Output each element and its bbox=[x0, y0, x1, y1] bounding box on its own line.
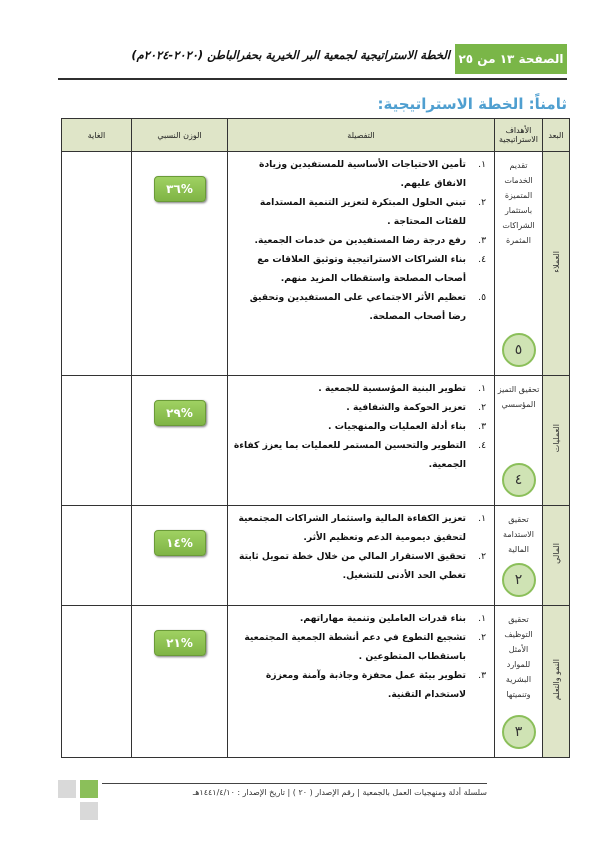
objective-text: تحقيق التوظيف الأمثل للموارد البشرية وتنميتها bbox=[504, 615, 533, 699]
list-item-text: تبني الحلول المبتكرة لتعزيز التنمية المستدامة للفئات المحتاجة . bbox=[259, 197, 466, 227]
goal-cell bbox=[62, 506, 132, 606]
list-item-text: بناء أدلة العمليات والمنهجيات . bbox=[328, 421, 466, 432]
details-list bbox=[232, 379, 486, 474]
footer-decor-square bbox=[80, 780, 98, 798]
weight-cell bbox=[132, 506, 228, 606]
list-item-number: ٢. bbox=[478, 632, 486, 643]
list-item-text: تطوير البنية المؤسسية للجمعية . bbox=[318, 383, 466, 394]
list-item bbox=[232, 609, 486, 628]
header-domain: البعد bbox=[543, 119, 570, 152]
details-cell bbox=[228, 506, 495, 606]
list-item bbox=[232, 193, 486, 231]
details-list bbox=[232, 609, 486, 704]
details-cell bbox=[228, 376, 495, 506]
footer-text: سلسلة أدلة ومنهجيات العمل بالجمعية | رقم الإصدار ( ٢٠ ) | تاريخ الإصدار : ١٤٤١/٤/١٠هـ bbox=[192, 788, 487, 797]
list-item bbox=[232, 417, 486, 436]
strategic-plan-table bbox=[61, 118, 570, 758]
list-item-number: ٣. bbox=[478, 421, 486, 432]
list-item bbox=[232, 288, 486, 326]
objective-cell bbox=[495, 376, 543, 506]
objective-number-circle: ٤ bbox=[502, 463, 536, 497]
goal-cell bbox=[62, 606, 132, 758]
list-item bbox=[232, 666, 486, 704]
list-item-text: تحقيق الاستقرار المالي من خلال خطة تمويل ثابتة تغطي الحد الأدنى للتشغيل. bbox=[239, 551, 466, 581]
list-item-number: ٥. bbox=[478, 292, 486, 303]
weight-cell bbox=[132, 152, 228, 376]
list-item-number: ٢. bbox=[478, 197, 486, 208]
list-item-text: تعزيز الكفاءة المالية واستثمار الشراكات المجتمعية لتحقيق ديمومية الدعم وتعظيم الأثر. bbox=[238, 513, 466, 543]
header-divider bbox=[58, 78, 567, 80]
header-details: التفصيلة bbox=[228, 119, 495, 152]
domain-cell bbox=[543, 606, 570, 758]
section-heading: ثامناً: الخطة الاستراتيجية: bbox=[377, 95, 567, 113]
weight-badge: %٣٦ bbox=[154, 176, 206, 202]
domain-label: العملاء bbox=[551, 250, 561, 273]
details-cell bbox=[228, 606, 495, 758]
list-item-text: بناء الشراكات الاستراتيجية وتوثيق العلاقات مع أصحاب المصلحة واستقطاب المزيد منهم. bbox=[257, 254, 466, 284]
list-item-text: تشجيع التطوع في دعم أنشطة الجمعية المجتمعية باستقطاب المتطوعين . bbox=[244, 632, 466, 662]
weight-cell bbox=[132, 606, 228, 758]
table-row bbox=[62, 606, 570, 758]
domain-label: المالي bbox=[551, 543, 561, 564]
footer-divider bbox=[102, 783, 487, 784]
list-item-number: ٢. bbox=[478, 402, 486, 413]
list-item-number: ١. bbox=[478, 159, 486, 170]
weight-badge: %٢٩ bbox=[154, 400, 206, 426]
objective-number-circle: ٥ bbox=[502, 333, 536, 367]
list-item-text: رفع درجة رضا المستفيدين من خدمات الجمعية. bbox=[254, 235, 466, 246]
list-item-number: ١. bbox=[478, 513, 486, 524]
list-item-number: ٣. bbox=[478, 670, 486, 681]
list-item-text: تأمين الاحتياجات الأساسية للمستفيدين وزيادة الانفاق عليهم. bbox=[259, 159, 466, 189]
domain-cell bbox=[543, 506, 570, 606]
details-list bbox=[232, 509, 486, 585]
list-item bbox=[232, 231, 486, 250]
objective-number-circle: ٢ bbox=[502, 563, 536, 597]
list-item-number: ١. bbox=[478, 613, 486, 624]
footer-decor-square bbox=[80, 802, 98, 820]
domain-label: العمليات bbox=[551, 424, 561, 453]
list-item-text: التطوير والتحسين المستمر للعمليات بما يعزز كفاءة الجمعية. bbox=[233, 440, 466, 470]
goal-cell bbox=[62, 376, 132, 506]
details-list bbox=[232, 155, 486, 326]
objective-cell bbox=[495, 606, 543, 758]
weight-badge: %٢١ bbox=[154, 630, 206, 656]
header-goal: الغاية bbox=[62, 119, 132, 152]
objective-text: تحقيق الاستدامة المالية bbox=[503, 515, 534, 554]
document-title: الخطة الاستراتيجية لجمعية البر الخيرية بحفرالباطن (٢٠٢٠-٢٠٢٤م) bbox=[131, 48, 450, 62]
list-item bbox=[232, 509, 486, 547]
list-item-number: ٤. bbox=[478, 440, 486, 451]
domain-cell bbox=[543, 376, 570, 506]
table-row bbox=[62, 152, 570, 376]
list-item-text: بناء قدرات العاملين وتنمية مهاراتهم. bbox=[299, 613, 466, 624]
list-item bbox=[232, 628, 486, 666]
list-item-number: ٣. bbox=[478, 235, 486, 246]
objective-number-circle: ٣ bbox=[502, 715, 536, 749]
header-objectives: الأهداف الاستراتيجية bbox=[495, 119, 543, 152]
goal-cell bbox=[62, 152, 132, 376]
objective-text: تحقيق التميز المؤسسي bbox=[497, 385, 540, 409]
page-number-badge: الصفحة ١٣ من ٢٥ bbox=[455, 44, 567, 74]
weight-cell bbox=[132, 376, 228, 506]
weight-badge: %١٤ bbox=[154, 530, 206, 556]
list-item bbox=[232, 547, 486, 585]
list-item bbox=[232, 436, 486, 474]
domain-label: النمو والتعلم bbox=[551, 658, 561, 701]
list-item-text: تعظيم الأثر الاجتماعي على المستفيدين وتحقيق رضا أصحاب المصلحة. bbox=[249, 292, 466, 322]
objective-cell bbox=[495, 152, 543, 376]
objective-text: تقديم الخدمات المتميزة باستثمار الشراكات المثمرة bbox=[502, 161, 535, 245]
objective-cell bbox=[495, 506, 543, 606]
list-item bbox=[232, 379, 486, 398]
table-row bbox=[62, 376, 570, 506]
details-cell bbox=[228, 152, 495, 376]
domain-cell bbox=[543, 152, 570, 376]
list-item bbox=[232, 155, 486, 193]
table-header-row bbox=[62, 119, 570, 152]
list-item-number: ١. bbox=[478, 383, 486, 394]
footer-decor-square bbox=[58, 780, 76, 798]
list-item bbox=[232, 398, 486, 417]
list-item-number: ٢. bbox=[478, 551, 486, 562]
list-item-text: تعزيز الحوكمة والشفافية . bbox=[346, 402, 466, 413]
header-weight: الوزن النسبي bbox=[132, 119, 228, 152]
list-item bbox=[232, 250, 486, 288]
table-row bbox=[62, 506, 570, 606]
list-item-number: ٤. bbox=[478, 254, 486, 265]
list-item-text: تطوير بيئة عمل محفزة وجاذبة وآمنة ومعززة لاستخدام التقنية. bbox=[265, 670, 466, 700]
